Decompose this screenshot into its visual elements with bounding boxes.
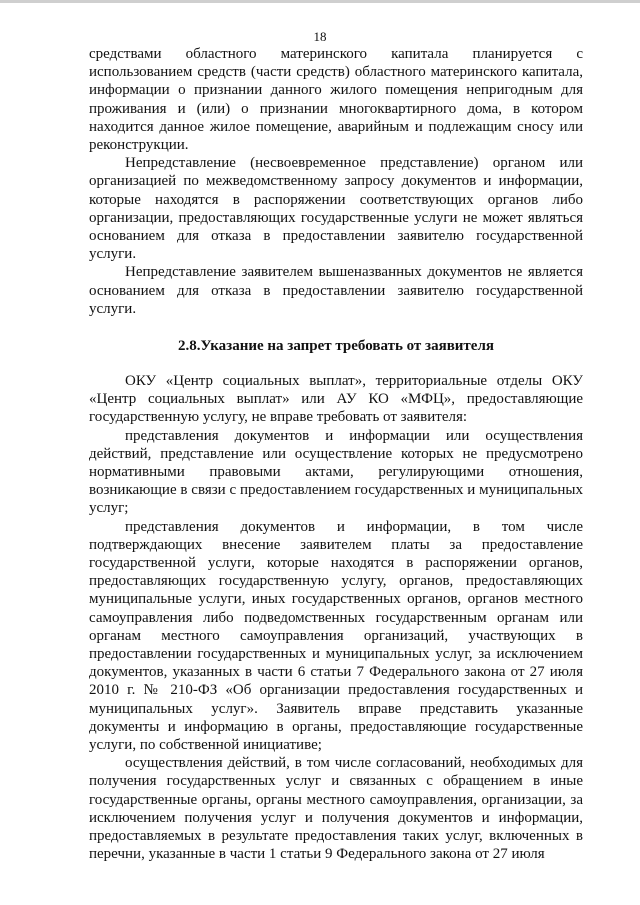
paragraph-prohibited-requirement-3: осуществления действий, в том числе согласований, необходимых для получения государственных услуг и связанных с обращением в иные государственные органы, органы местного самоуправления, организации, за исключением получения услуг и получения документов и информации, предоставляемых в результате предоставления таких услуг, включенных в перечни, указанные в части 1 статьи 9 Федерального закона от 27 июля [89, 755, 583, 863]
paragraph-prohibited-requirement-2: представления документов и информации, в том числе подтверждающих внесение заявителем платы за предоставление государственной услуги, которые находятся в распоряжении органов, предоставляющих государственную услугу, органов, предоставляющих муниципальные услуги, иных государственных органов, органов местного самоуправления либо подведомственных государственным органам или органам местного самоуправления организаций, участвующих в предоставлении государственных и муниципальных услуг, за исключением документов, указанных в части 6 статьи 7 Федерального закона от 27 июля 2010 г. № 210-ФЗ «Об организации предоставления государственных и муниципальных услуг». Заявитель вправе представить указанные документы и информацию в органы, предоставляющие государственные услуги, по собственной инициативе; [89, 518, 583, 754]
page-number: 18 [313, 29, 327, 44]
top-text-block [89, 45, 583, 318]
paragraph-nonsubmission-by-applicant: Непредставление заявителем вышеназванных документов не является основанием для отказа в предоставлении заявителю государственной услуги. [89, 264, 583, 317]
section-heading: 2.8.Указание на запрет требовать от заявителя [177, 338, 494, 354]
paragraph-prohibited-requirement-1: представления документов и информации или осуществления действий, представление или осуществление которых не предусмотрено нормативными правовыми актами, регулирующими отношения, возникающие в связи с предоставлением государственных и муниципальных услуг; [89, 427, 583, 517]
paragraph-continuation: средствами областного материнского капитала планируется с использованием средств (части средств) областного материнского капитала, информации о признании данного жилого помещения непригодным для проживания и (или) о признании многоквартирного дома, в котором находится данное жилое помещение, аварийным и подлежащим сносу или реконструкции. [89, 46, 583, 154]
top-scan-edge [0, 0, 640, 3]
paragraph-prohibited-requirements-intro: ОКУ «Центр социальных выплат», территориальные отделы ОКУ «Центр социальных выплат» или АУ КО «МФЦ», предоставляющие государственную услугу, не вправе требовать от заявителя: [89, 373, 583, 426]
bottom-text-block [89, 372, 583, 863]
paragraph-nonsubmission-by-agency: Непредставление (несвоевременное представление) органом или организацией по межведомственному запросу документов и информации, которые находятся в распоряжении соответствующих органов либо организации, предоставляющих государственные услуги не может являться основанием для отказа в предоставлении заявителю государственной услуги. [89, 155, 583, 263]
